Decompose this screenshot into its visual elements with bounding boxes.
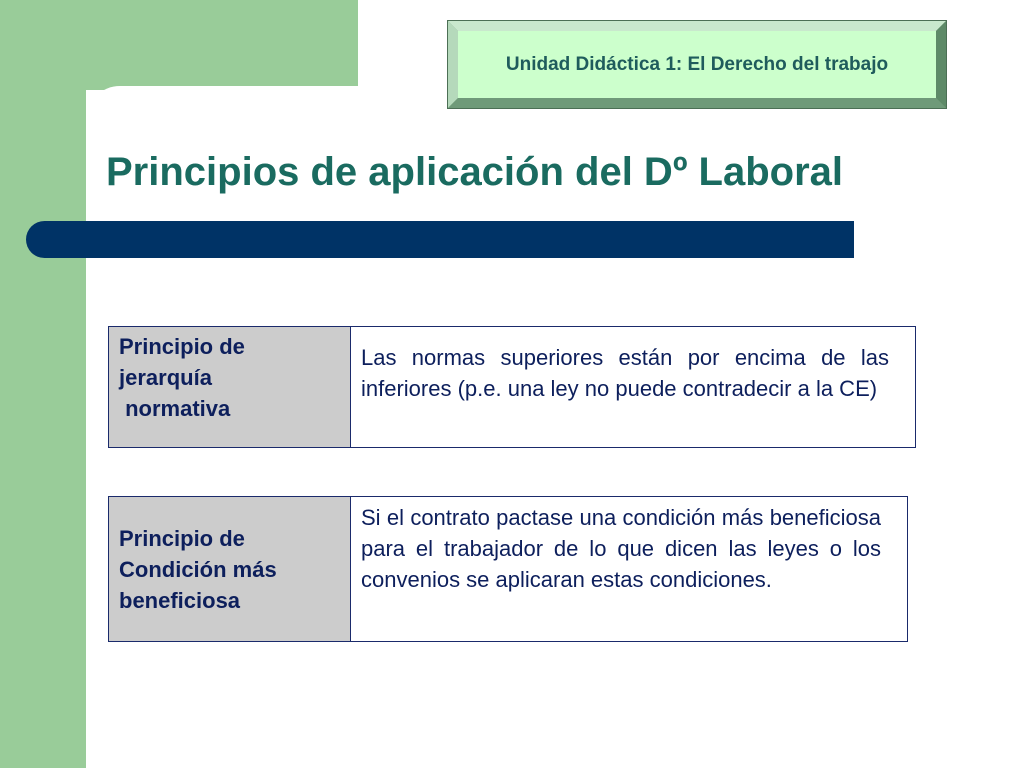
principle-label-line: jerarquía	[119, 365, 212, 390]
top-decorative-band	[0, 0, 358, 90]
principle-label-line: Principio de	[119, 525, 245, 551]
principle-label-line: Condición más	[119, 556, 277, 582]
unit-label-box	[447, 20, 947, 109]
slide-title: Principios de aplicación del Dº Laboral	[106, 150, 844, 194]
title-underline-bar	[26, 221, 854, 258]
left-decorative-band	[0, 0, 86, 768]
principle-description: Las normas superiores están por encima de las inferiores (p.e. una ley no puede contradecir a la CE)	[361, 345, 889, 401]
principle-label-cell	[109, 327, 351, 447]
unit-box-bevel-left	[448, 21, 458, 108]
principle-label-line: Principio de	[119, 334, 245, 359]
principle-label-line: beneficiosa	[119, 587, 241, 613]
principle-label-line: normativa	[119, 396, 231, 421]
principle-description: Si el contrato pactase una condición más beneficiosa para el trabajador de lo que dicen las leyes o los convenios se aplicaran estas condiciones.	[361, 505, 881, 592]
unit-box-bevel-bottom	[448, 98, 946, 108]
unit-box-bevel-top	[448, 21, 946, 31]
principle-row-jerarquia	[108, 326, 916, 448]
unit-box-face	[458, 31, 936, 98]
unit-box-bevel-right	[936, 21, 946, 108]
principle-label-cell	[109, 497, 351, 641]
principle-row-condicion	[108, 496, 908, 642]
unit-label-text: Unidad Didáctica 1: El Derecho del trabajo	[505, 53, 889, 75]
